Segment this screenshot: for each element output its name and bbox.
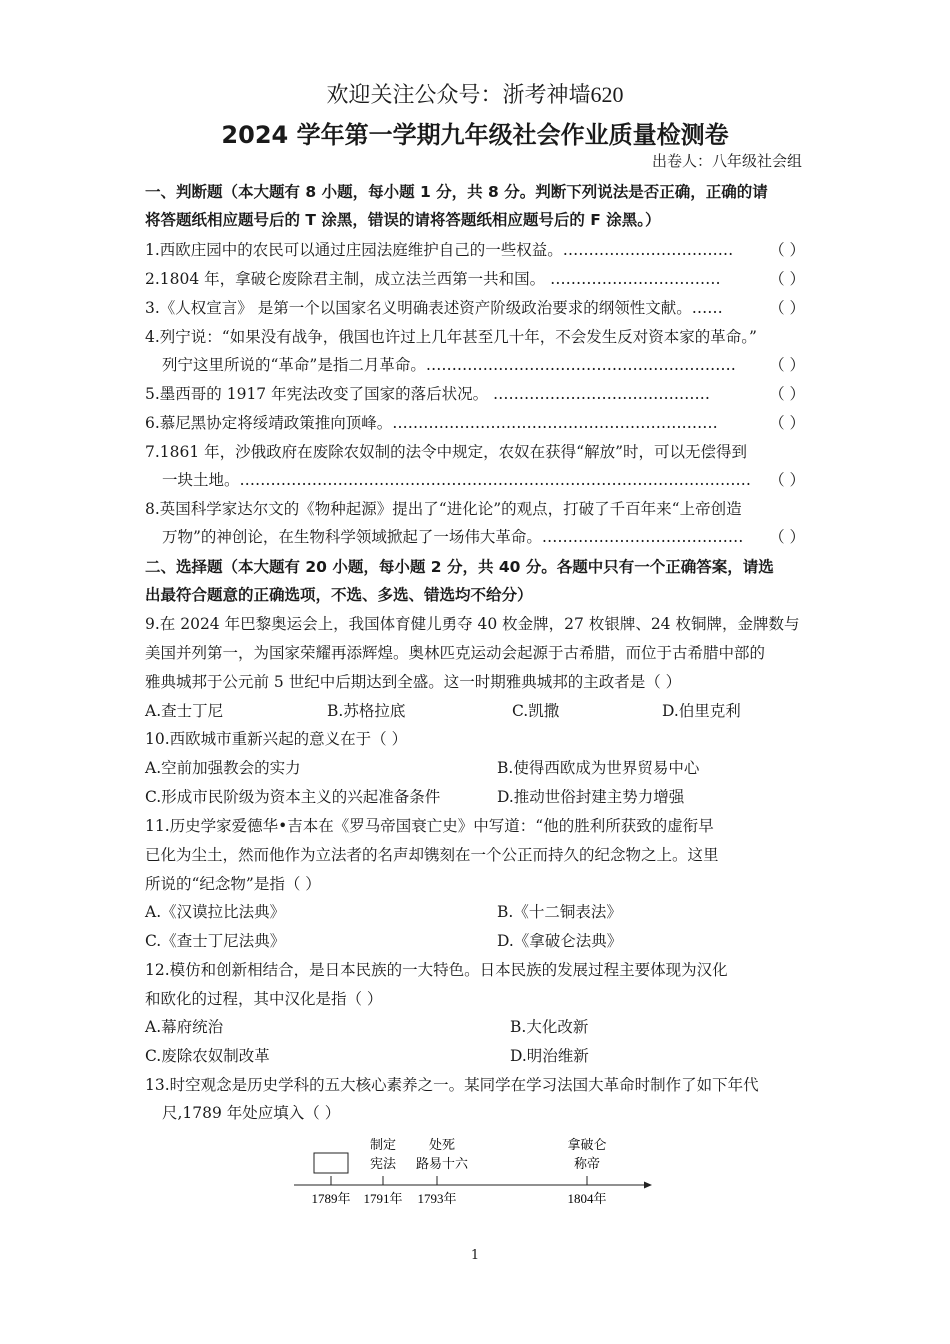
q9-option-b: B.苏格拉底 (327, 702, 406, 720)
answer-paren: （ ） (769, 270, 805, 288)
q9-option-a: A.查士丁尼 (145, 702, 224, 720)
q11-option-a: A.《汉谟拉比法典》 (145, 903, 286, 921)
q10-option-b: B.使得西欧成为世界贸易中心 (497, 759, 700, 777)
year-label: 1789年 (311, 1191, 351, 1206)
q10-option-a: A.空前加强教会的实力 (145, 759, 301, 777)
question-12: 12.模仿和创新相结合，是日本民族的一大特色。日本民族的发展过程主要体现为汉化 (145, 961, 728, 979)
page-number: 1 (470, 1248, 480, 1263)
question-1: 1.西欧庄园中的农民可以通过庄园法庭维护自己的一些权益。…………………………… (145, 241, 734, 259)
part2-heading-cont: 出最符合题意的正确选项，不选、多选、错选均不给分） (145, 586, 533, 604)
question-8: 8.英国科学家达尔文的《物种起源》提出了“进化论”的观点，打破了千百年来“上帝创造 (145, 500, 742, 518)
part1-heading: 一、判断题（本大题有 8 小题，每小题 1 分，共 8 分。判断下列说法是否正确，正确的请 (145, 183, 768, 201)
q10-option-d: D.推动世俗封建主势力增强 (497, 788, 685, 806)
event-label: 制定 (369, 1137, 397, 1152)
question-11: 11.历史学家爱德华•吉本在《罗马帝国衰亡史》中写道：“他的胜利所获致的虚衔早 (145, 817, 714, 835)
question-13-cont: 尺,1789 年处应填入（ ） (162, 1104, 341, 1122)
answer-paren: （ ） (769, 385, 805, 403)
answer-paren: （ ） (769, 241, 805, 259)
q12-option-d: D.明治维新 (510, 1047, 589, 1065)
question-4: 4.列宁说：“如果没有战争，俄国也许过上几年甚至几十年，不会发生反对资本家的革命。” (145, 328, 757, 346)
question-8-cont: 万物”的神创论，在生物科学领域掀起了一场伟大革命。………………………………… (162, 528, 744, 546)
answer-paren: （ ） (769, 356, 805, 374)
event-label: 路易十六 (415, 1156, 469, 1171)
q12-option-c: C.废除农奴制改革 (145, 1047, 270, 1065)
year-label: 1791年 (363, 1191, 403, 1206)
question-9: 9.在 2024 年巴黎奥运会上，我国体育健儿勇夺 40 枚金牌，27 枚银牌、24 枚铜牌，金牌数与 (145, 615, 800, 633)
event-label: 称帝 (573, 1156, 601, 1171)
answer-paren: （ ） (769, 299, 805, 317)
event-label: 处死 (428, 1137, 456, 1152)
question-11-cont: 所说的“纪念物”是指（ ） (145, 875, 321, 893)
question-6: 6.慕尼黑协定将绥靖政策推向顶峰。……………………………………………………… (145, 414, 718, 432)
answer-paren: （ ） (769, 528, 805, 546)
question-9-cont: 美国并列第一，为国家荣耀再添辉煌。奥林匹克运动会起源于古希腊，而位于古希腊中部的 (145, 644, 766, 662)
q12-option-a: A.幕府统治 (145, 1018, 224, 1036)
timeline-figure (290, 1130, 660, 1210)
year-label: 1793年 (417, 1191, 457, 1206)
question-9-cont: 雅典城邦于公元前 5 世纪中后期达到全盛。这一时期雅典城邦的主政者是（ ） (145, 673, 682, 691)
question-5: 5.墨西哥的 1917 年宪法改变了国家的落后状况。 …………………………………… (145, 385, 711, 403)
part1-heading-cont: 将答题纸相应题号后的 T 涂黑，错误的请将答题纸相应题号后的 F 涂黑。） (145, 211, 661, 229)
q11-option-d: D.《拿破仑法典》 (497, 932, 623, 950)
answer-blank-box (314, 1153, 348, 1173)
q11-option-b: B.《十二铜表法》 (497, 903, 622, 921)
event-label: 宪法 (369, 1156, 397, 1171)
part2-heading: 二、选择题（本大题有 20 小题，每小题 2 分，共 40 分。各题中只有一个正确答案，请选 (145, 558, 774, 576)
timeline-arrow (644, 1182, 652, 1189)
question-10: 10.西欧城市重新兴起的意义在于（ ） (145, 730, 408, 748)
page-title: 2024 学年第一学期九年级社会作业质量检测卷 (221, 121, 729, 149)
q12-option-b: B.大化改新 (510, 1018, 589, 1036)
q10-option-c: C.形成市民阶级为资本主义的兴起准备条件 (145, 788, 441, 806)
year-label: 1804年 (567, 1191, 607, 1206)
question-3: 3.《人权宣言》 是第一个以国家名义明确表述资产阶级政治要求的纲领性文献。…… (145, 299, 723, 317)
question-13: 13.时空观念是历史学科的五大核心素养之一。某同学在学习法国大革命时制作了如下年代 (145, 1076, 759, 1094)
author-line: 出卷人：八年级社会组 (651, 152, 802, 170)
wechat-banner: 欢迎关注公众号：浙考神墙620 (326, 82, 624, 107)
question-2: 2.1804 年，拿破仑废除君主制，成立法兰西第一共和国。 …………………………… (145, 270, 721, 288)
question-7-cont: 一块土地。……………………………………………………………………………………… (162, 471, 752, 489)
answer-paren: （ ） (769, 414, 805, 432)
question-12-cont: 和欧化的过程，其中汉化是指（ ） (145, 990, 383, 1008)
q9-option-c: C.凯撒 (512, 702, 560, 720)
q11-option-c: C.《查士丁尼法典》 (145, 932, 286, 950)
question-7: 7.1861 年，沙俄政府在废除农奴制的法令中规定，农奴在获得“解放”时，可以无偿得到 (145, 443, 748, 461)
event-label: 拿破仑 (567, 1137, 607, 1152)
question-4-cont: 列宁这里所说的“革命”是指二月革命。…………………………………………………… (162, 356, 736, 374)
answer-paren: （ ） (769, 471, 805, 489)
q9-option-d: D.伯里克利 (662, 702, 741, 720)
question-11-cont: 已化为尘土，然而他作为立法者的名声却镌刻在一个公正而持久的纪念物之上。这里 (145, 846, 719, 864)
